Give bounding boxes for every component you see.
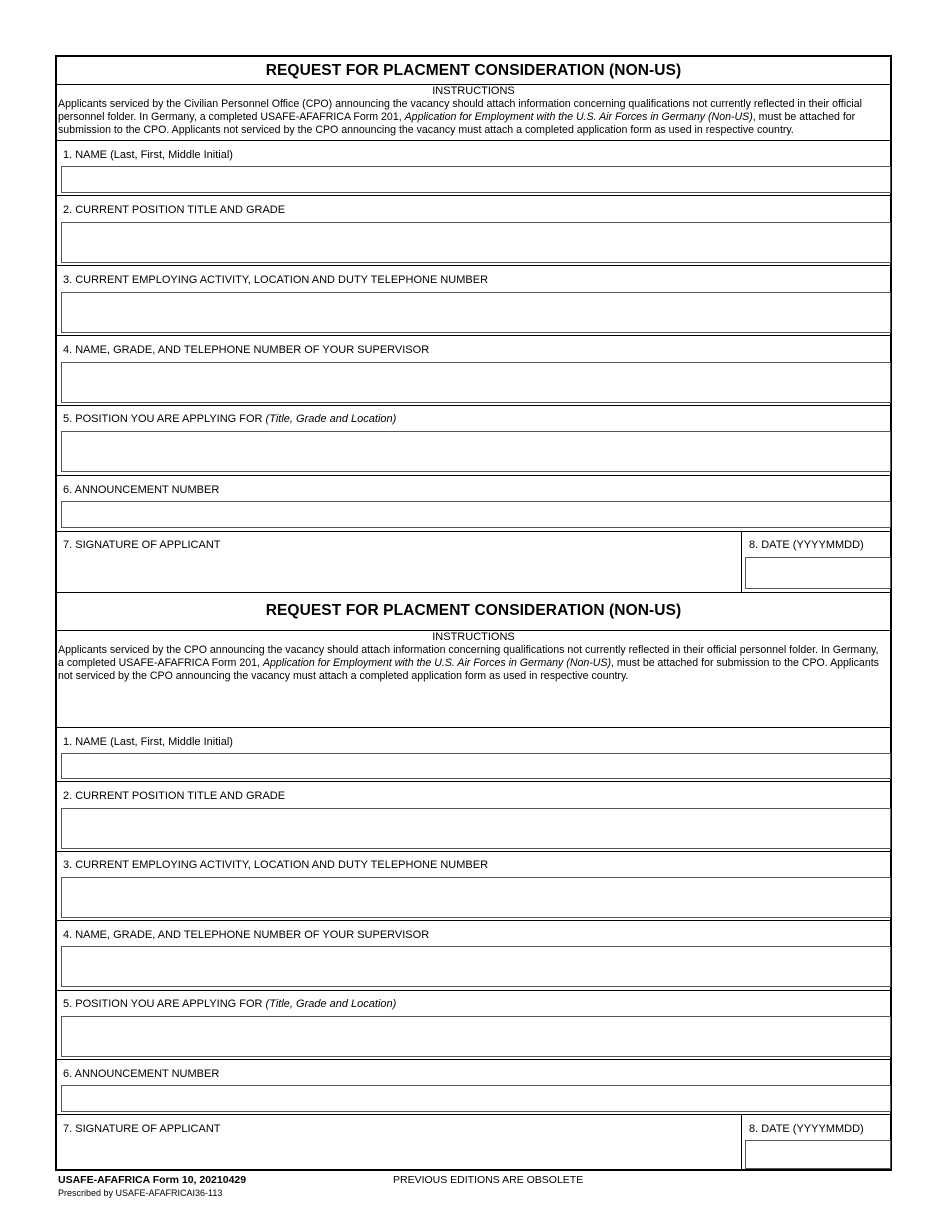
divider [57,265,890,266]
divider [57,920,890,921]
instructions-text-2: Applicants serviced by the CPO announcing the vacancy should attach information concerning qualifications not currently reflected in their official personnel folder. In Germany, a completed USAFE-AFAFRICA Form 201, Application for Employment with the U.S. Air Forces in Germany (Non-US), must be attached for submission to the CPO. Applicants not serviced by the CPO announcing the vacancy must attach a completed application form as used in respective country. [58,644,879,682]
obsolete-notice: PREVIOUS EDITIONS ARE OBSOLETE [393,1174,584,1186]
supervisor-input-2[interactable] [61,946,891,987]
instructions-heading-1: INSTRUCTIONS [432,85,515,97]
supervisor-label-2: 4. NAME, GRADE, AND TELEPHONE NUMBER OF YOUR SUPERVISOR [63,929,430,941]
divider [57,475,890,476]
form-title-1: REQUEST FOR PLACMENT CONSIDERATION (NON-US) [265,62,682,79]
announcement-label-2: 6. ANNOUNCEMENT NUMBER [63,1068,220,1080]
name-label-1: 1. NAME (Last, First, Middle Initial) [63,149,233,161]
signature-label-2: 7. SIGNATURE OF APPLICANT [63,1123,221,1135]
employing-activity-label-2: 3. CURRENT EMPLOYING ACTIVITY, LOCATION AND DUTY TELEPHONE NUMBER [63,859,489,871]
date-input-2[interactable] [745,1140,891,1169]
employing-activity-input-1[interactable] [61,292,891,333]
divider [57,1114,890,1115]
divider [57,1059,890,1060]
divider [57,140,890,141]
divider [57,990,890,991]
form-id: USAFE-AFAFRICA Form 10, 20210429 [58,1174,247,1186]
divider [57,851,890,852]
form-title-2: REQUEST FOR PLACMENT CONSIDERATION (NON-US) [265,602,682,619]
divider [57,531,890,532]
divider [57,781,890,782]
announcement-input-2[interactable] [61,1085,891,1112]
divider [57,592,890,593]
instructions-heading-2: INSTRUCTIONS [432,631,515,643]
employing-activity-input-2[interactable] [61,877,891,918]
applying-for-label-2: 5. POSITION YOU ARE APPLYING FOR (Title, Grade and Location) [63,998,397,1010]
position-title-input-1[interactable] [61,222,891,263]
column-divider [741,1114,742,1171]
position-title-input-2[interactable] [61,808,891,849]
name-input-2[interactable] [61,753,891,779]
position-title-label-2: 2. CURRENT POSITION TITLE AND GRADE [63,790,286,802]
applying-for-input-1[interactable] [61,431,891,472]
divider [57,727,890,728]
prescribed-by: Prescribed by USAFE-AFAFRICAI36-113 [58,1188,223,1198]
applying-for-label-1: 5. POSITION YOU ARE APPLYING FOR (Title, Grade and Location) [63,413,397,425]
column-divider [741,531,742,592]
date-label-1: 8. DATE (YYYYMMDD) [749,539,864,551]
name-label-2: 1. NAME (Last, First, Middle Initial) [63,736,233,748]
divider [57,195,890,196]
date-label-2: 8. DATE (YYYYMMDD) [749,1123,864,1135]
instructions-text-1: Applicants serviced by the Civilian Personnel Office (CPO) announcing the vacancy should attach information concerning qualifications not currently reflected in their official personnel folder. In Germany, a completed USAFE-AFAFRICA Form 201, Application for Employment with the U.S. Air Forces in Germany (Non-US), must be attached for submission to the CPO. Applicants not serviced by the CPO announcing the vacancy must attach a completed application form as used in respective country. [58,98,862,136]
request-form [55,55,892,1171]
divider [57,335,890,336]
announcement-input-1[interactable] [61,501,891,528]
applying-for-input-2[interactable] [61,1016,891,1057]
announcement-label-1: 6. ANNOUNCEMENT NUMBER [63,484,220,496]
name-input-1[interactable] [61,166,891,193]
supervisor-label-1: 4. NAME, GRADE, AND TELEPHONE NUMBER OF YOUR SUPERVISOR [63,344,430,356]
supervisor-input-1[interactable] [61,362,891,403]
divider [57,405,890,406]
signature-label-1: 7. SIGNATURE OF APPLICANT [63,539,221,551]
employing-activity-label-1: 3. CURRENT EMPLOYING ACTIVITY, LOCATION AND DUTY TELEPHONE NUMBER [63,274,489,286]
position-title-label-1: 2. CURRENT POSITION TITLE AND GRADE [63,204,286,216]
date-input-1[interactable] [745,557,891,589]
